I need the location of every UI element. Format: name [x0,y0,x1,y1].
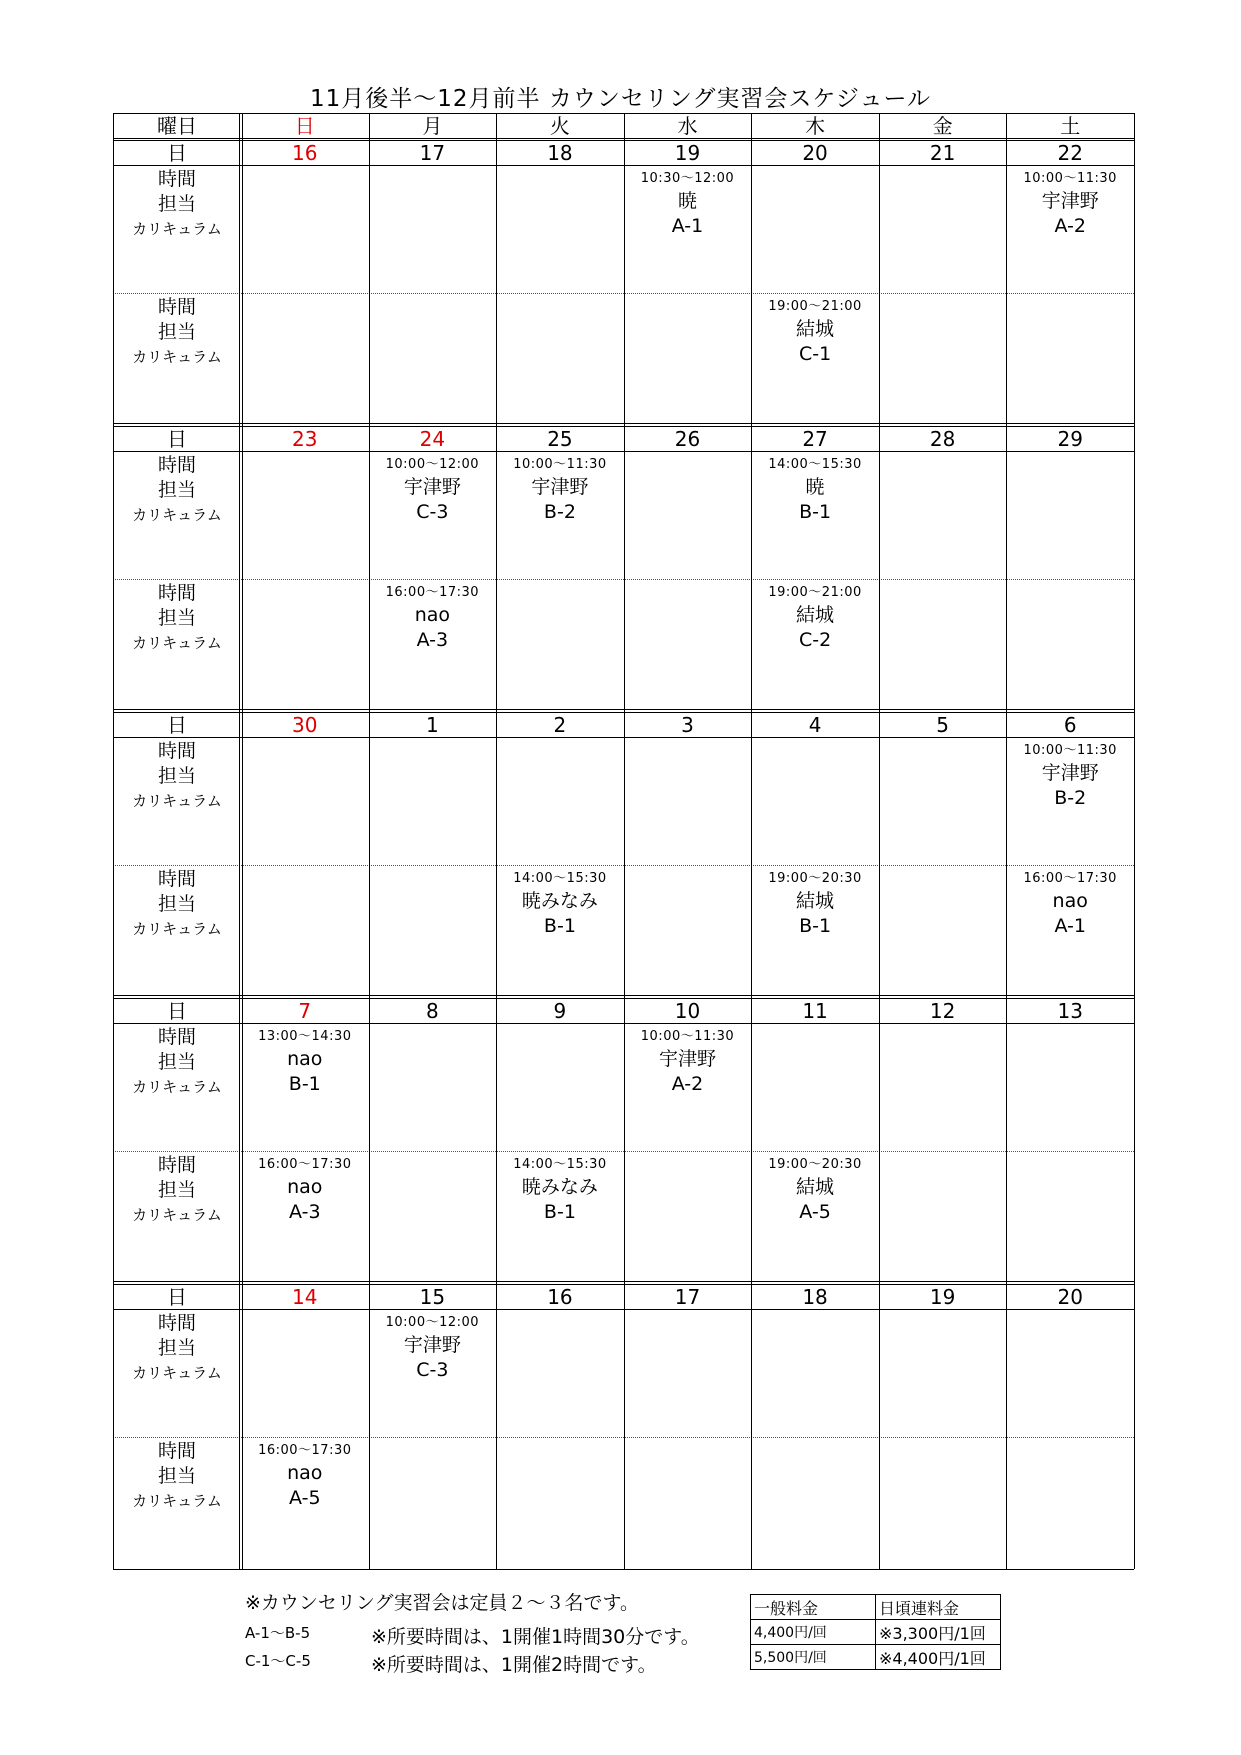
event-course: A-1 [1054,915,1086,937]
slot-label [113,581,241,656]
date-label: 日 [167,1285,187,1309]
event-course: C-3 [416,501,449,523]
date-cell: 10 [674,999,701,1023]
capacity-note: ※カウンセリング実習会は定員２～３名です。 [245,1592,640,1614]
fee-cell: ※3,300円/1回 [876,1620,1001,1645]
date-cell: 1 [425,713,439,737]
event-course: A-5 [799,1201,831,1223]
event-time: 14:00～15:30 [513,1157,607,1172]
event-entry [496,869,624,939]
slot-label-staff: 担当 [157,1337,196,1359]
event-course: B-2 [1054,787,1087,809]
slot-label-time: 時間 [157,1312,196,1334]
date-cell: 29 [1057,427,1083,451]
event-entry [751,297,879,367]
event-time: 13:00～14:30 [258,1029,352,1044]
event-staff: 宇津野 [1041,190,1099,212]
slot-label-staff: 担当 [157,607,196,629]
slot-label-time: 時間 [157,168,196,190]
note-text: ※所要時間は、1開催1時間30分です。 [371,1626,700,1648]
date-cell: 3 [681,713,694,737]
event-course: C-2 [798,629,832,651]
event-staff: 宇津野 [531,476,589,498]
event-course: B-2 [543,501,576,523]
date-cell: 6 [1063,713,1077,737]
slot-label-staff: 担当 [157,1465,196,1487]
weekday-header: 木 [805,114,826,138]
date-cell: 18 [802,1285,828,1309]
date-cell: 25 [547,427,573,451]
event-time: 10:30～12:00 [640,171,735,186]
slot-label-time: 時間 [157,582,196,604]
date-cell: 21 [929,141,956,165]
event-staff: 暁みなみ [521,1176,598,1198]
date-cell: 8 [425,999,439,1023]
event-course: B-1 [799,915,832,937]
slot-label [113,867,241,942]
grid-line [1006,113,1007,1569]
event-entry [241,1441,369,1511]
event-entry [624,169,752,239]
date-cell: 22 [1057,141,1083,165]
slot-label-staff: 担当 [157,1179,196,1201]
slot-label [113,167,241,242]
event-course: A-3 [416,629,449,651]
event-time: 10:00～12:00 [385,457,480,472]
event-course: A-3 [289,1201,321,1223]
event-staff: 結城 [796,890,835,912]
event-time: 19:00～21:00 [768,299,862,314]
event-staff: 暁みなみ [521,890,598,912]
event-course: A-1 [671,215,704,237]
event-staff: nao [287,1048,323,1070]
event-staff: nao [1052,890,1088,912]
event-entry [496,455,624,525]
slot-label-curriculum: カリキュラム [132,1364,222,1382]
date-label: 日 [167,141,187,165]
date-cell: 15 [419,1285,446,1309]
slot-label [113,1439,241,1514]
event-course: A-2 [1054,215,1086,237]
event-staff: 宇津野 [403,1334,461,1356]
weekday-header: 水 [677,114,698,138]
event-time: 10:00～11:30 [640,1029,735,1044]
event-staff: 宇津野 [403,476,461,498]
event-entry [1006,869,1134,939]
event-entry [369,1313,497,1383]
event-time: 16:00～17:30 [1023,871,1117,886]
date-cell: 13 [1057,999,1083,1023]
date-cell: 14 [292,1285,318,1309]
event-staff: 暁 [805,476,825,498]
date-cell: 28 [929,427,956,451]
slot-label [113,453,241,528]
date-cell: 17 [674,1285,701,1309]
date-cell: 27 [802,427,828,451]
event-time: 16:00～17:30 [258,1443,352,1458]
event-staff: 結城 [796,318,835,340]
slot-label-staff: 担当 [157,1051,196,1073]
date-cell: 26 [674,427,701,451]
date-cell: 4 [808,713,822,737]
date-cell: 16 [292,141,318,165]
slot-label-curriculum: カリキュラム [132,1078,222,1096]
weekday-header: 月 [422,114,443,138]
event-entry [241,1027,369,1097]
slot-label-staff: 担当 [157,321,196,343]
date-cell: 30 [292,713,318,737]
slot-label [113,1153,241,1228]
weekday-header: 土 [1060,114,1081,138]
event-time: 16:00～17:30 [258,1157,352,1172]
event-time: 19:00～21:00 [768,585,862,600]
event-staff: 暁 [677,190,697,212]
slot-label-curriculum: カリキュラム [132,920,222,938]
note-code: A-1～B-5 [245,1624,311,1642]
page-title: 11月後半～12月前半 カウンセリング実習会スケジュール [309,86,931,112]
event-staff: nao [287,1462,323,1484]
schedule-calendar [113,113,1134,1569]
event-time: 10:00～11:30 [513,457,607,472]
grid-line [624,113,625,1569]
slot-label [113,739,241,814]
slot-label-curriculum: カリキュラム [132,792,222,810]
event-entry [496,1155,624,1225]
event-time: 19:00～20:30 [768,1157,862,1172]
grid-line [242,113,243,1569]
slot-label-curriculum: カリキュラム [132,634,222,652]
event-time: 10:00～11:30 [1023,171,1117,186]
slot-label-curriculum: カリキュラム [132,506,222,524]
slot-label-staff: 担当 [157,479,196,501]
slot-label-staff: 担当 [157,893,196,915]
event-staff: nao [287,1176,323,1198]
event-course: C-1 [798,343,832,365]
fee-header-general: 一般料金 [751,1595,876,1620]
slot-label-staff: 担当 [157,765,196,787]
event-entry [751,1155,879,1225]
event-entry [369,455,497,525]
weekday-header: 火 [549,114,570,138]
event-time: 10:00～12:00 [385,1315,480,1330]
date-cell: 11 [802,999,828,1023]
event-course: C-3 [416,1359,449,1381]
event-staff: nao [414,604,450,626]
event-course: B-1 [543,915,576,937]
grid-line [879,113,880,1569]
date-label: 日 [167,427,187,451]
event-entry [241,1155,369,1225]
slot-label-time: 時間 [157,1154,196,1176]
date-label: 日 [167,999,187,1023]
slot-label-staff: 担当 [157,193,196,215]
slot-label-time: 時間 [157,868,196,890]
date-cell: 9 [553,999,567,1023]
grid-line [113,1569,1134,1570]
slot-label [113,1025,241,1100]
event-time: 14:00～15:30 [768,457,862,472]
event-entry [1006,169,1134,239]
slot-label-time: 時間 [157,1440,196,1462]
slot-label-time: 時間 [157,296,196,318]
event-time: 10:00～11:30 [1023,743,1117,758]
date-cell: 17 [419,141,446,165]
date-cell: 16 [547,1285,573,1309]
slot-label-time: 時間 [157,1026,196,1048]
event-entry [751,455,879,525]
date-cell: 2 [553,713,567,737]
event-course: A-2 [671,1073,704,1095]
event-entry [624,1027,752,1097]
date-cell: 18 [547,141,573,165]
date-cell: 12 [929,999,956,1023]
event-course: B-1 [288,1073,321,1095]
slot-label-curriculum: カリキュラム [132,220,222,238]
event-staff: 宇津野 [1041,762,1099,784]
event-entry [751,583,879,653]
date-cell: 7 [298,999,312,1023]
slot-label-time: 時間 [157,740,196,762]
date-cell: 24 [419,427,446,451]
fee-cell: 5,500円/回 [751,1645,876,1670]
date-cell: 20 [802,141,828,165]
event-staff: 宇津野 [658,1048,716,1070]
event-time: 19:00～20:30 [768,871,862,886]
event-time: 14:00～15:30 [513,871,607,886]
grid-line [1134,113,1135,1569]
slot-label-curriculum: カリキュラム [132,348,222,366]
date-cell: 19 [674,141,701,165]
slot-label [113,1311,241,1386]
event-entry [369,583,497,653]
event-entry [751,869,879,939]
date-cell: 20 [1057,1285,1083,1309]
event-entry [1006,741,1134,811]
slot-label [113,295,241,370]
slot-label-curriculum: カリキュラム [132,1492,222,1510]
weekday-header: 金 [932,114,953,138]
date-cell: 23 [292,427,318,451]
grid-line [496,113,497,1569]
weekday-header: 日 [294,114,315,138]
event-staff: 結城 [796,604,835,626]
event-course: B-1 [543,1201,576,1223]
event-course: B-1 [799,501,832,523]
fee-cell: 4,400円/回 [751,1620,876,1645]
event-staff: 結城 [796,1176,835,1198]
date-cell: 5 [936,713,949,737]
date-cell: 19 [929,1285,956,1309]
slot-label-time: 時間 [157,454,196,476]
event-course: A-5 [289,1487,321,1509]
fee-table [750,1594,1001,1670]
slot-label-curriculum: カリキュラム [132,1206,222,1224]
event-time: 16:00～17:30 [385,585,480,600]
weekday-label: 曜日 [157,114,197,138]
note-code: C-1～C-5 [245,1652,311,1670]
date-label: 日 [167,713,187,737]
fee-header-member: 日頃連料金 [876,1595,1001,1620]
note-text: ※所要時間は、1開催2時間です。 [371,1654,657,1676]
fee-cell: ※4,400円/1回 [876,1645,1001,1670]
